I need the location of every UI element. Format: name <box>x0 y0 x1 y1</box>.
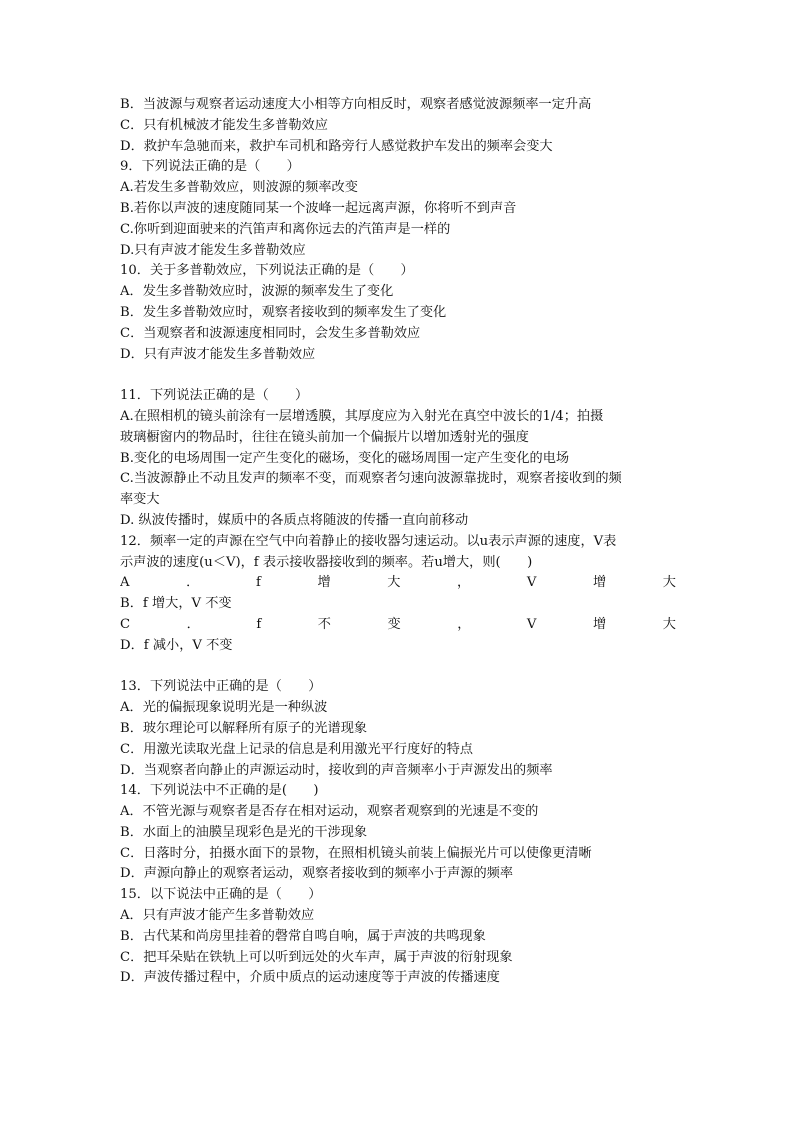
q10-option-b: B．发生多普勒效应时，观察者接收到的频率发生了变化 <box>120 304 447 320</box>
q12-a-part: 大 <box>387 575 401 591</box>
q8-option-c: C．只有机械波才能发生多普勒效应 <box>120 117 328 133</box>
q12-c-part: 大 <box>662 616 676 632</box>
spacer <box>120 365 676 386</box>
q12-c-part: ． <box>186 616 200 632</box>
q12-stem-line2: 示声波的速度(u＜V)，f 表示接收器接收到的频率。若u增大，则( ) <box>120 554 533 570</box>
q8-option-d: D．救护车急驰而来，救护车司机和路旁行人感觉救护车发出的频率会变大 <box>120 138 553 154</box>
q14-stem: 14．下列说法中不正确的是( ) <box>120 783 319 799</box>
document-page <box>120 95 676 989</box>
q9-stem: 9．下列说法正确的是（ ） <box>120 159 300 175</box>
q12-a-part: V <box>526 575 537 591</box>
q9-option-d: D.只有声波才能发生多普勒效应 <box>120 242 306 258</box>
q13-stem: 13．下列说法中正确的是（ ） <box>120 679 322 695</box>
q8-option-b: B．当波源与观察者运动速度大小相等方向相反时，观察者感觉波源频率一定升高 <box>120 97 592 112</box>
q11-option-b: B.变化的电场周围一定产生变化的磁场，变化的磁场周围一定产生变化的电场 <box>120 450 570 466</box>
q12-c-part: f <box>256 616 262 632</box>
q13-option-a: A．光的偏振现象说明光是一种纵波 <box>120 700 328 716</box>
q12-a-part: ． <box>186 575 200 591</box>
q15-option-c: C．把耳朵贴在铁轨上可以听到远处的火车声，属于声波的衍射现象 <box>120 949 513 965</box>
q12-option-a <box>120 573 676 594</box>
q12-stem-line1: 12．频率一定的声源在空气中向着静止的接收器匀速运动。以u表示声源的速度，V表 <box>120 533 617 549</box>
q13-option-c: C．用激光读取光盘上记录的信息是利用激光平行度好的特点 <box>120 741 473 757</box>
q11-option-a-line1: A.在照相机的镜头前涂有一层增透膜，其厚度应为入射光在真空中波长的1/4；拍摄 <box>120 408 604 424</box>
q12-c-part: 增 <box>592 616 607 632</box>
q15-option-b: B．古代某和尚房里挂着的磬常自鸣自响，属于声波的共鸣现象 <box>120 928 486 944</box>
q12-c-part: 不 <box>317 616 331 632</box>
q12-a-part: ， <box>457 575 471 591</box>
q13-option-d: D．当观察者向静止的声源运动时，接收到的声音频率小于声源发出的频率 <box>120 762 553 778</box>
q14-option-a: A．不管光源与观察者是否存在相对运动，观察者观察到的光速是不变的 <box>120 804 539 820</box>
q12-c-part: 变 <box>387 616 401 632</box>
q12-option-b: B．f 增大，V 不变 <box>120 596 232 612</box>
q9-option-c: C.你听到迎面驶来的汽笛声和离你远去的汽笛声是一样的 <box>120 221 451 237</box>
q15-stem: 15．以下说法中正确的是（ ） <box>120 887 322 903</box>
spacer <box>120 657 676 678</box>
q14-option-d: D．声源向静止的观察者运动，观察者接收到的频率小于声源的频率 <box>120 866 514 882</box>
q13-option-b: B．玻尔理论可以解释所有原子的光谱现象 <box>120 720 368 736</box>
q15-option-d: D．声波传播过程中，介质中质点的运动速度等于声波的传播速度 <box>120 970 500 986</box>
q11-option-c-line2: 率变大 <box>120 492 160 508</box>
q12-a-part: f <box>255 575 261 591</box>
q14-option-b: B．水面上的油膜呈现彩色是光的干涉现象 <box>120 824 368 840</box>
q10-option-c: C．当观察者和波源速度相同时，会发生多普勒效应 <box>120 325 421 341</box>
q12-option-c <box>120 615 676 636</box>
q15-option-a: A．只有声波才能产生多普勒效应 <box>120 908 315 924</box>
q12-a-part: 增 <box>592 575 607 591</box>
q12-option-d: D．f 减小，V 不变 <box>120 637 233 653</box>
q12-a-part: A <box>120 575 130 591</box>
q9-option-a: A.若发生多普勒效应，则波源的频率改变 <box>120 180 358 196</box>
q11-stem: 11．下列说法正确的是（ ） <box>120 388 309 404</box>
q14-option-c: C．日落时分，拍摄水面下的景物，在照相机镜头前装上偏振光片可以使像更清晰 <box>120 845 592 861</box>
q10-option-d: D．只有声波才能发生多普勒效应 <box>120 346 316 362</box>
q12-a-part: 增 <box>317 575 331 591</box>
q11-option-d: D. 纵波传播时，媒质中的各质点将随波的传播一直向前移动 <box>120 512 469 528</box>
q12-c-part: V <box>526 616 537 632</box>
q10-stem: 10．关于多普勒效应，下列说法正确的是（ ） <box>120 263 414 279</box>
q11-option-c-line1: C.当波源静止不动且发声的频率不变，而观察者匀速向波源靠拢时，观察者接收到的频 <box>120 471 622 487</box>
q12-c-part: ， <box>457 616 471 632</box>
q12-c-part: C <box>120 616 131 632</box>
q12-a-part: 大 <box>662 575 676 591</box>
q9-option-b: B.若你以声波的速度随同某一个波峰一起远离声源，你将听不到声音 <box>120 200 517 216</box>
q11-option-a-line2: 玻璃橱窗内的物品时，往往在镜头前加一个偏振片以增加透射光的强度 <box>120 429 529 445</box>
q10-option-a: A．发生多普勒效应时，波源的频率发生了变化 <box>120 284 394 300</box>
